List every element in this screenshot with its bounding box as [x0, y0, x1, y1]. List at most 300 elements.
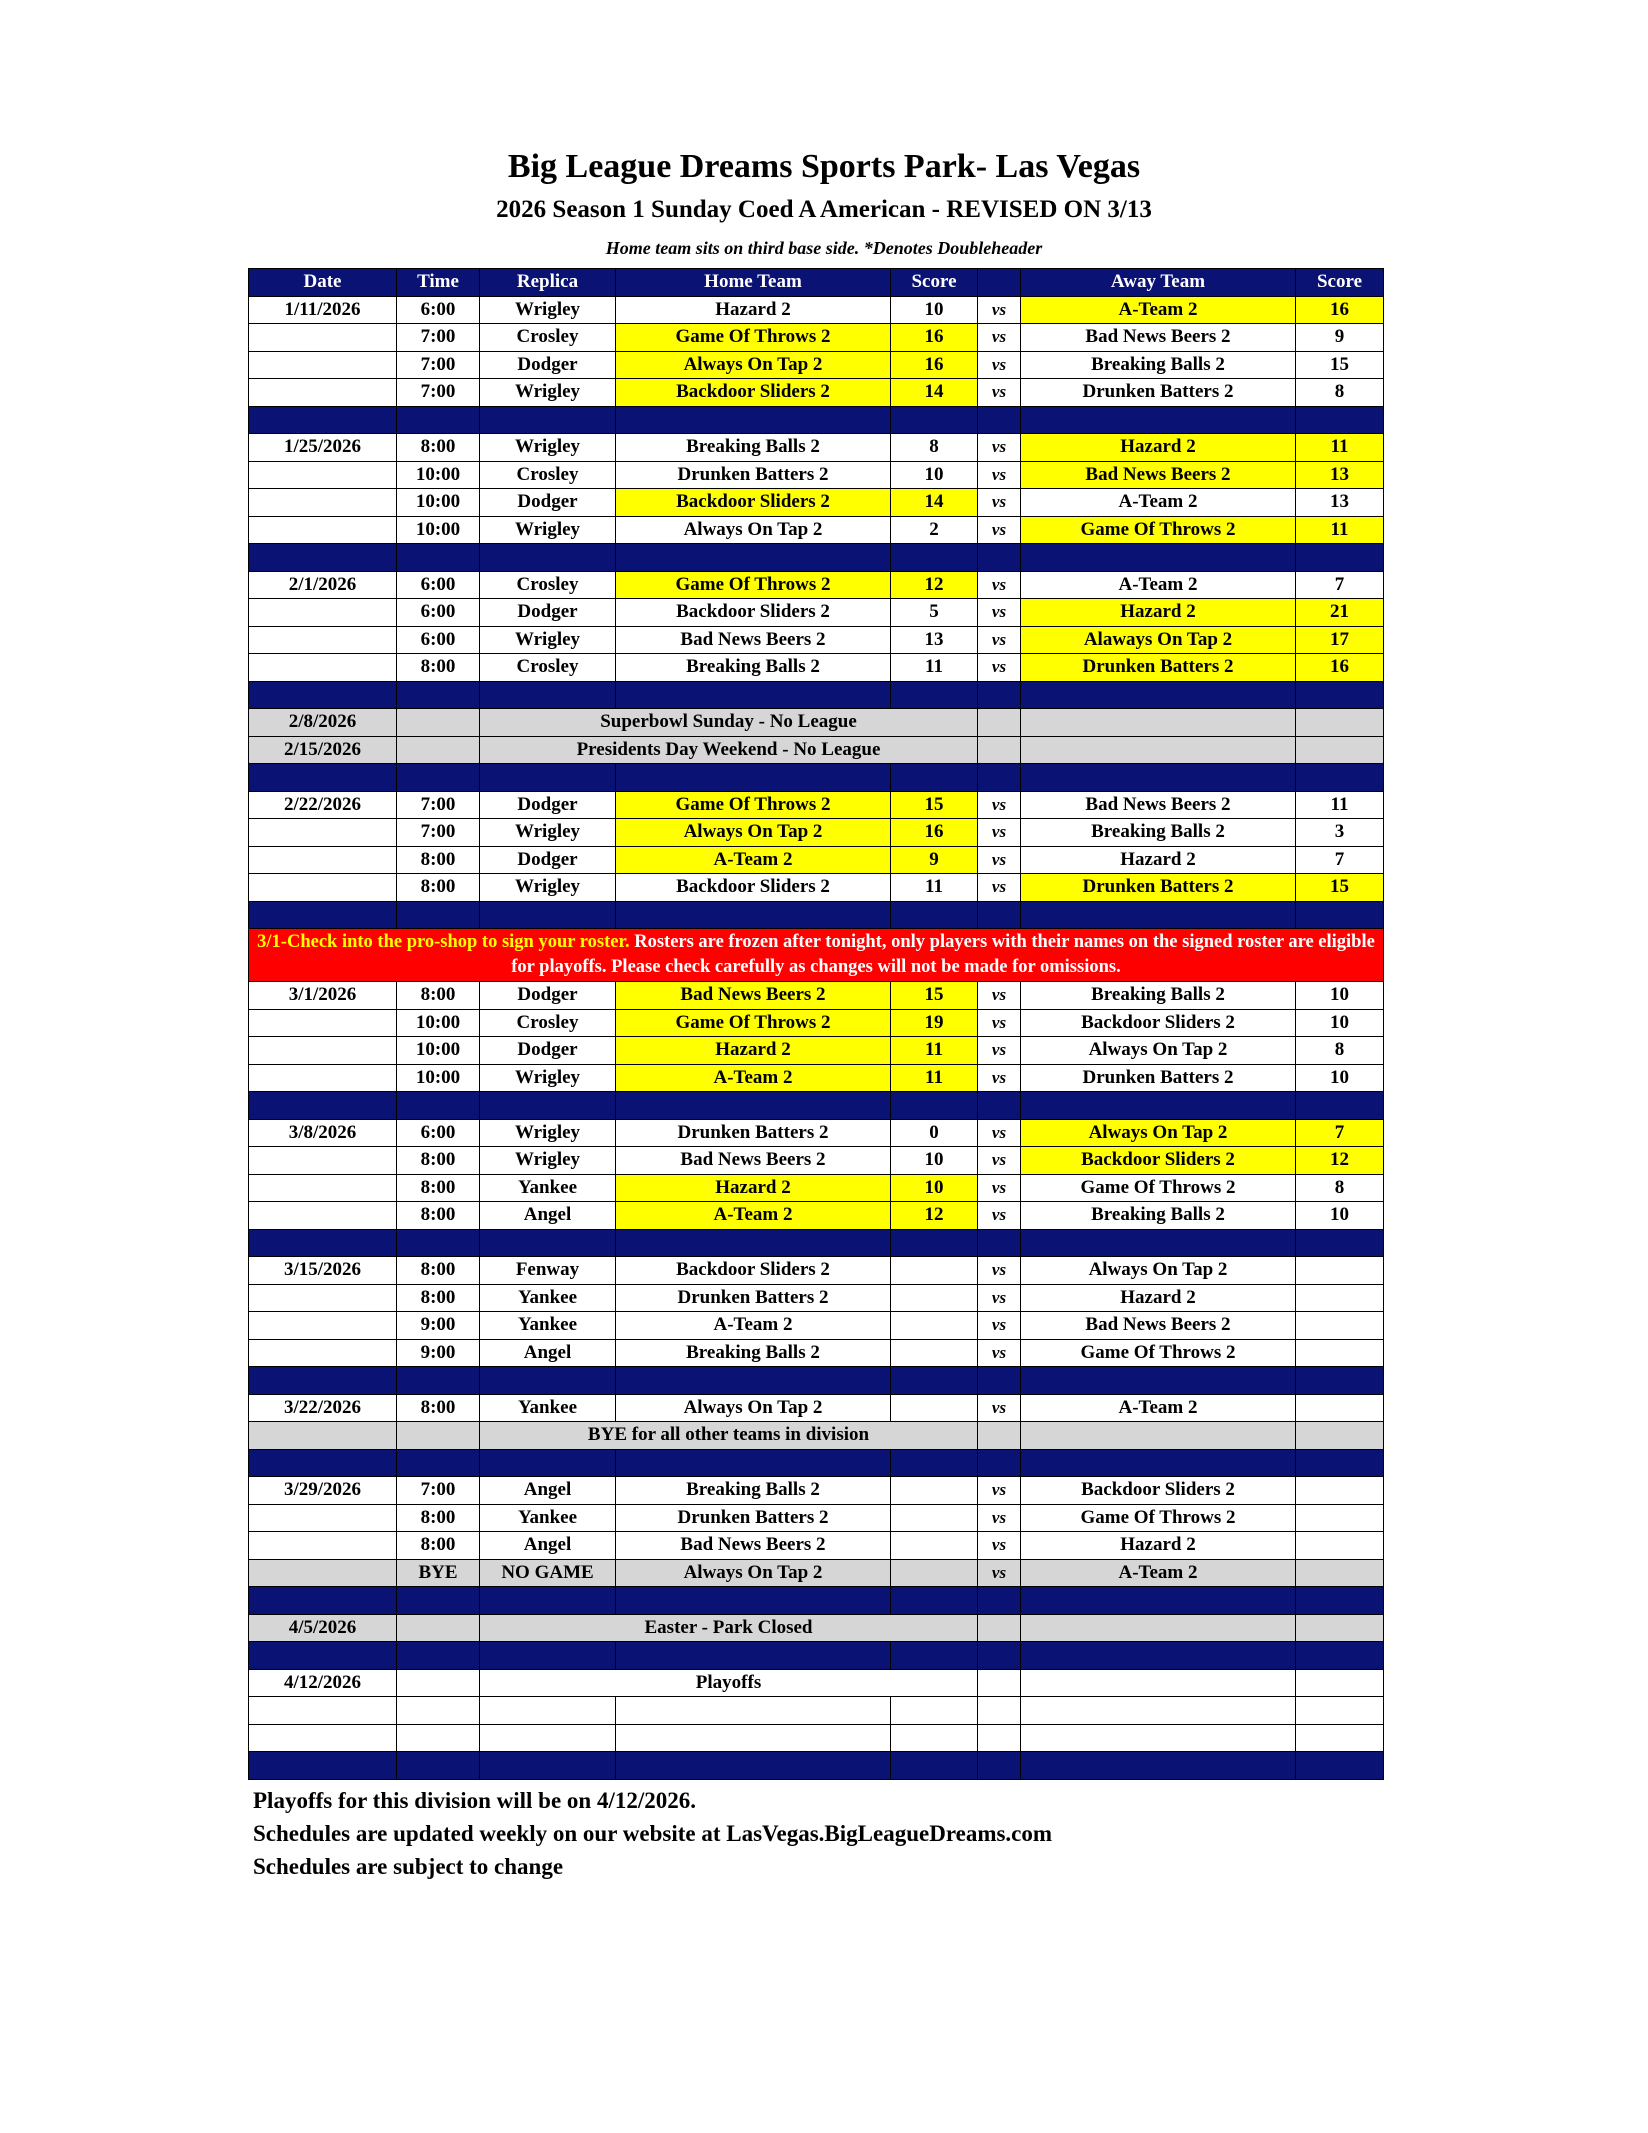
separator-cell	[1021, 406, 1296, 434]
vs-label: vs	[978, 296, 1021, 324]
empty-cell	[397, 709, 480, 737]
vs-label: vs	[978, 434, 1021, 462]
away-team: Hazard 2	[1021, 434, 1296, 462]
separator-cell	[891, 544, 978, 572]
home-team: Breaking Balls 2	[616, 1339, 891, 1367]
column-header: Score	[1296, 269, 1384, 297]
away-score: 11	[1296, 791, 1384, 819]
home-score: 15	[891, 982, 978, 1010]
roster-notice-row	[249, 929, 1384, 982]
separator-row	[249, 1367, 1384, 1395]
away-team: Game Of Throws 2	[1021, 1504, 1296, 1532]
game-row	[249, 791, 1384, 819]
empty-cell	[249, 1724, 397, 1752]
separator-cell	[891, 1587, 978, 1615]
away-score	[1296, 1394, 1384, 1422]
home-team: Always On Tap 2	[616, 516, 891, 544]
game-date: 3/15/2026	[249, 1257, 397, 1285]
vs-label: vs	[978, 1037, 1021, 1065]
away-team: A-Team 2	[1021, 296, 1296, 324]
empty-cell	[480, 1697, 616, 1725]
home-score	[891, 1339, 978, 1367]
vs-label: vs	[978, 379, 1021, 407]
separator-row	[249, 406, 1384, 434]
separator-row	[249, 1752, 1384, 1780]
separator-cell	[616, 544, 891, 572]
separator-cell	[249, 1642, 397, 1670]
away-team: Bad News Beers 2	[1021, 324, 1296, 352]
game-time: 6:00	[397, 296, 480, 324]
game-field: Angel	[480, 1339, 616, 1367]
game-date	[249, 874, 397, 902]
empty-cell	[397, 1697, 480, 1725]
roster-notice-text: Rosters are frozen after tonight, only players with their names on the signed roster are eligible for playoffs. Please check carefully as changes will not be made for omissions.	[511, 932, 1375, 977]
vs-label: vs	[978, 1394, 1021, 1422]
empty-cell	[397, 1669, 480, 1697]
game-row	[249, 1504, 1384, 1532]
game-row	[249, 1394, 1384, 1422]
game-row	[249, 819, 1384, 847]
separator-cell	[249, 1229, 397, 1257]
home-team: Always On Tap 2	[616, 1394, 891, 1422]
separator-cell	[616, 764, 891, 792]
vs-label: vs	[978, 1284, 1021, 1312]
home-score: 11	[891, 874, 978, 902]
game-date: 1/11/2026	[249, 296, 397, 324]
separator-cell	[616, 1367, 891, 1395]
home-team: Backdoor Sliders 2	[616, 874, 891, 902]
away-team: Drunken Batters 2	[1021, 379, 1296, 407]
away-team: Bad News Beers 2	[1021, 461, 1296, 489]
game-row	[249, 489, 1384, 517]
game-field: Wrigley	[480, 1119, 616, 1147]
game-field: Wrigley	[480, 874, 616, 902]
roster-notice	[249, 929, 1384, 982]
game-date: 3/1/2026	[249, 982, 397, 1010]
home-score: 14	[891, 489, 978, 517]
separator-cell	[249, 544, 397, 572]
away-team: Always On Tap 2	[1021, 1037, 1296, 1065]
empty-cell	[1296, 736, 1384, 764]
home-team: Bad News Beers 2	[616, 982, 891, 1010]
home-team: Game Of Throws 2	[616, 791, 891, 819]
away-team: Bad News Beers 2	[1021, 1312, 1296, 1340]
no-league-row	[249, 709, 1384, 737]
away-score: 7	[1296, 846, 1384, 874]
game-field: Fenway	[480, 1257, 616, 1285]
separator-cell	[249, 1587, 397, 1615]
empty-cell	[397, 736, 480, 764]
game-date	[249, 1202, 397, 1230]
game-date	[249, 1147, 397, 1175]
separator-cell	[397, 544, 480, 572]
away-team: Hazard 2	[1021, 599, 1296, 627]
separator-cell	[1296, 681, 1384, 709]
separator-cell	[616, 1449, 891, 1477]
separator-cell	[397, 1587, 480, 1615]
separator-cell	[397, 764, 480, 792]
home-team: Game Of Throws 2	[616, 571, 891, 599]
home-score	[891, 1532, 978, 1560]
game-field: Wrigley	[480, 1147, 616, 1175]
separator-cell	[616, 681, 891, 709]
home-score: 14	[891, 379, 978, 407]
game-row	[249, 1532, 1384, 1560]
game-date	[249, 1532, 397, 1560]
game-row	[249, 324, 1384, 352]
game-time: 10:00	[397, 1009, 480, 1037]
separator-cell	[616, 1587, 891, 1615]
home-team: Always On Tap 2	[616, 351, 891, 379]
away-team: Drunken Batters 2	[1021, 874, 1296, 902]
vs-label: vs	[978, 846, 1021, 874]
vs-label: vs	[978, 791, 1021, 819]
empty-cell	[1296, 1724, 1384, 1752]
separator-cell	[1296, 406, 1384, 434]
home-score: 15	[891, 791, 978, 819]
game-time: 10:00	[397, 1064, 480, 1092]
separator-cell	[891, 1752, 978, 1780]
away-score: 8	[1296, 1037, 1384, 1065]
separator-cell	[1021, 544, 1296, 572]
empty-cell	[397, 1614, 480, 1642]
away-score	[1296, 1312, 1384, 1340]
separator-cell	[397, 1449, 480, 1477]
game-time: 8:00	[397, 1394, 480, 1422]
home-team: Backdoor Sliders 2	[616, 1257, 891, 1285]
vs-label: vs	[978, 982, 1021, 1010]
footer-change-note: Schedules are subject to change	[253, 1854, 564, 1879]
empty-cell	[1296, 709, 1384, 737]
game-field: Wrigley	[480, 379, 616, 407]
empty-cell	[978, 709, 1021, 737]
separator-cell	[480, 1092, 616, 1120]
away-team: Backdoor Sliders 2	[1021, 1009, 1296, 1037]
separator-cell	[891, 764, 978, 792]
column-header: Score	[891, 269, 978, 297]
empty-cell	[891, 1724, 978, 1752]
game-row	[249, 1284, 1384, 1312]
away-team: Drunken Batters 2	[1021, 654, 1296, 682]
home-team: Bad News Beers 2	[616, 1147, 891, 1175]
away-team: Game Of Throws 2	[1021, 1174, 1296, 1202]
separator-cell	[1021, 681, 1296, 709]
game-time: 7:00	[397, 819, 480, 847]
home-score: 10	[891, 1147, 978, 1175]
away-score	[1296, 1339, 1384, 1367]
game-date	[249, 461, 397, 489]
game-date	[249, 599, 397, 627]
game-time: 7:00	[397, 1477, 480, 1505]
game-field: Wrigley	[480, 296, 616, 324]
empty-cell	[1021, 1697, 1296, 1725]
separator-cell	[397, 1642, 480, 1670]
empty-cell	[1296, 1697, 1384, 1725]
separator-cell	[978, 681, 1021, 709]
vs-label: vs	[978, 324, 1021, 352]
away-team: Always On Tap 2	[1021, 1119, 1296, 1147]
game-time: 7:00	[397, 379, 480, 407]
game-field: Wrigley	[480, 1064, 616, 1092]
no-league-row	[249, 1614, 1384, 1642]
column-header: Away Team	[1021, 269, 1296, 297]
home-team: Always On Tap 2	[616, 819, 891, 847]
separator-cell	[249, 1367, 397, 1395]
game-date	[249, 1174, 397, 1202]
game-row	[249, 1477, 1384, 1505]
vs-label: vs	[978, 599, 1021, 627]
home-team: Bad News Beers 2	[616, 626, 891, 654]
empty-cell	[1021, 1422, 1296, 1450]
away-score: 10	[1296, 1064, 1384, 1092]
away-score: 10	[1296, 1202, 1384, 1230]
away-score: 11	[1296, 516, 1384, 544]
game-row	[249, 1064, 1384, 1092]
no-league-row	[249, 736, 1384, 764]
vs-label: vs	[978, 819, 1021, 847]
playoffs-row	[249, 1669, 1384, 1697]
game-field: Dodger	[480, 791, 616, 819]
empty-cell	[1296, 1614, 1384, 1642]
game-time: 8:00	[397, 1174, 480, 1202]
separator-cell	[480, 1752, 616, 1780]
game-time: 8:00	[397, 1504, 480, 1532]
home-team: Hazard 2	[616, 1174, 891, 1202]
game-time: 10:00	[397, 516, 480, 544]
separator-cell	[891, 1229, 978, 1257]
away-team: Breaking Balls 2	[1021, 351, 1296, 379]
game-field: Wrigley	[480, 626, 616, 654]
home-team: Game Of Throws 2	[616, 1009, 891, 1037]
game-date: 3/29/2026	[249, 1477, 397, 1505]
game-field: Angel	[480, 1202, 616, 1230]
vs-label: vs	[978, 1174, 1021, 1202]
empty-cell	[397, 1724, 480, 1752]
vs-label: vs	[978, 516, 1021, 544]
separator-cell	[978, 1752, 1021, 1780]
separator-row	[249, 681, 1384, 709]
vs-label: vs	[978, 1119, 1021, 1147]
home-team: Bad News Beers 2	[616, 1532, 891, 1560]
separator-cell	[249, 1752, 397, 1780]
separator-cell	[397, 1092, 480, 1120]
game-row	[249, 1257, 1384, 1285]
separator-cell	[1021, 1642, 1296, 1670]
home-score: 10	[891, 461, 978, 489]
vs-label: vs	[978, 1339, 1021, 1367]
vs-label: vs	[978, 654, 1021, 682]
event-text: BYE for all other teams in division	[480, 1422, 978, 1450]
game-row	[249, 626, 1384, 654]
separator-cell	[978, 1229, 1021, 1257]
event-text: Playoffs	[480, 1669, 978, 1697]
separator-cell	[1021, 1449, 1296, 1477]
separator-cell	[480, 1367, 616, 1395]
game-time: 8:00	[397, 654, 480, 682]
separator-row	[249, 1642, 1384, 1670]
away-team: Hazard 2	[1021, 846, 1296, 874]
game-date	[249, 626, 397, 654]
vs-label: vs	[978, 1504, 1021, 1532]
home-score: 5	[891, 599, 978, 627]
game-row	[249, 461, 1384, 489]
game-field: Yankee	[480, 1394, 616, 1422]
separator-cell	[1296, 901, 1384, 929]
home-score	[891, 1559, 978, 1587]
away-score: 3	[1296, 819, 1384, 847]
separator-row	[249, 1229, 1384, 1257]
separator-cell	[249, 764, 397, 792]
game-time: BYE	[397, 1559, 480, 1587]
separator-cell	[891, 1449, 978, 1477]
event-text: Easter - Park Closed	[480, 1614, 978, 1642]
vs-label: vs	[978, 1532, 1021, 1560]
game-field: Crosley	[480, 461, 616, 489]
separator-cell	[891, 901, 978, 929]
game-time: 8:00	[397, 1202, 480, 1230]
separator-cell	[978, 1367, 1021, 1395]
home-score	[891, 1312, 978, 1340]
game-field: Dodger	[480, 846, 616, 874]
game-date	[249, 1009, 397, 1037]
event-text: Presidents Day Weekend - No League	[480, 736, 978, 764]
away-score: 21	[1296, 599, 1384, 627]
away-score: 7	[1296, 1119, 1384, 1147]
separator-cell	[1296, 1449, 1384, 1477]
game-date	[249, 846, 397, 874]
away-score: 12	[1296, 1147, 1384, 1175]
home-score	[891, 1257, 978, 1285]
separator-cell	[978, 764, 1021, 792]
away-score: 16	[1296, 296, 1384, 324]
home-team: Breaking Balls 2	[616, 1477, 891, 1505]
event-date: 4/12/2026	[249, 1669, 397, 1697]
separator-cell	[249, 901, 397, 929]
game-date	[249, 351, 397, 379]
away-score: 8	[1296, 379, 1384, 407]
home-score	[891, 1477, 978, 1505]
separator-row	[249, 764, 1384, 792]
away-team: Game Of Throws 2	[1021, 1339, 1296, 1367]
empty-cell	[397, 1422, 480, 1450]
separator-row	[249, 1449, 1384, 1477]
separator-cell	[1021, 1229, 1296, 1257]
home-score	[891, 1284, 978, 1312]
game-field: Yankee	[480, 1284, 616, 1312]
separator-cell	[1296, 1587, 1384, 1615]
away-score	[1296, 1257, 1384, 1285]
game-row	[249, 654, 1384, 682]
game-date	[249, 324, 397, 352]
vs-label: vs	[978, 1477, 1021, 1505]
separator-cell	[397, 1752, 480, 1780]
empty-cell	[978, 1697, 1021, 1725]
vs-label: vs	[978, 874, 1021, 902]
game-field: Crosley	[480, 571, 616, 599]
game-date: 3/8/2026	[249, 1119, 397, 1147]
away-team: A-Team 2	[1021, 1559, 1296, 1587]
schedule-table	[248, 268, 1384, 1780]
separator-cell	[1021, 1587, 1296, 1615]
game-time: 7:00	[397, 791, 480, 819]
game-row	[249, 571, 1384, 599]
page-subtitle: 2026 Season 1 Sunday Coed A American - REVISED ON 3/13	[496, 196, 1152, 223]
separator-cell	[616, 1092, 891, 1120]
separator-cell	[891, 1642, 978, 1670]
vs-label: vs	[978, 1009, 1021, 1037]
separator-cell	[1296, 544, 1384, 572]
separator-cell	[616, 1752, 891, 1780]
game-time: 10:00	[397, 489, 480, 517]
game-row	[249, 1202, 1384, 1230]
away-score: 13	[1296, 489, 1384, 517]
separator-row	[249, 1587, 1384, 1615]
game-time: 7:00	[397, 324, 480, 352]
game-row	[249, 982, 1384, 1010]
empty-cell	[1021, 1669, 1296, 1697]
game-time: 8:00	[397, 1147, 480, 1175]
vs-label: vs	[978, 1064, 1021, 1092]
game-row	[249, 599, 1384, 627]
separator-cell	[978, 1449, 1021, 1477]
vs-label: vs	[978, 1147, 1021, 1175]
event-date	[249, 1422, 397, 1450]
empty-cell	[1296, 1669, 1384, 1697]
game-field: Yankee	[480, 1174, 616, 1202]
separator-row	[249, 1092, 1384, 1120]
vs-label: vs	[978, 461, 1021, 489]
home-team: Drunken Batters 2	[616, 1119, 891, 1147]
separator-cell	[891, 1367, 978, 1395]
empty-cell	[1021, 736, 1296, 764]
game-field: Yankee	[480, 1504, 616, 1532]
separator-cell	[480, 901, 616, 929]
away-team: Breaking Balls 2	[1021, 1202, 1296, 1230]
empty-cell	[1296, 1422, 1384, 1450]
game-row	[249, 516, 1384, 544]
home-team: Breaking Balls 2	[616, 434, 891, 462]
event-text: Superbowl Sunday - No League	[480, 709, 978, 737]
game-date	[249, 1284, 397, 1312]
separator-cell	[480, 1449, 616, 1477]
game-row	[249, 1174, 1384, 1202]
blank-row	[249, 1697, 1384, 1725]
game-time: 8:00	[397, 1532, 480, 1560]
away-score: 15	[1296, 351, 1384, 379]
separator-cell	[480, 544, 616, 572]
separator-cell	[616, 901, 891, 929]
away-team: Game Of Throws 2	[1021, 516, 1296, 544]
home-score: 12	[891, 1202, 978, 1230]
away-score: 7	[1296, 571, 1384, 599]
game-field: Wrigley	[480, 819, 616, 847]
away-score	[1296, 1559, 1384, 1587]
away-score	[1296, 1477, 1384, 1505]
separator-cell	[1296, 1752, 1384, 1780]
game-date	[249, 1559, 397, 1587]
home-score: 11	[891, 654, 978, 682]
game-date	[249, 654, 397, 682]
vs-label: vs	[978, 626, 1021, 654]
game-row	[249, 1119, 1384, 1147]
game-row	[249, 1339, 1384, 1367]
game-time: 6:00	[397, 571, 480, 599]
separator-cell	[1296, 1229, 1384, 1257]
away-score: 8	[1296, 1174, 1384, 1202]
separator-cell	[1296, 764, 1384, 792]
game-field: Angel	[480, 1477, 616, 1505]
empty-cell	[616, 1697, 891, 1725]
